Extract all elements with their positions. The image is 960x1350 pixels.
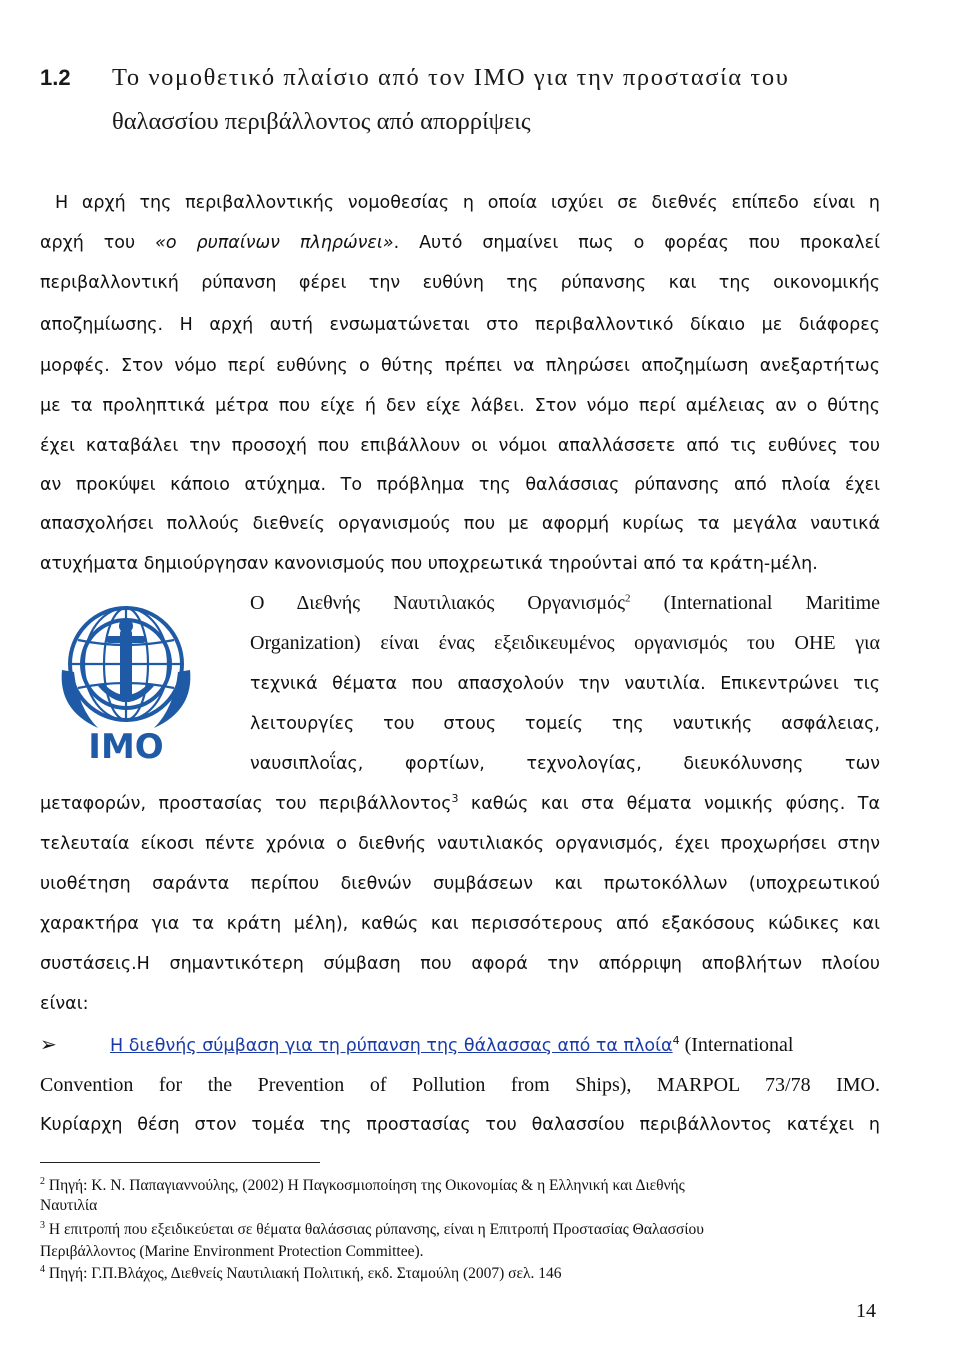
paragraph-1-line: απασχολήσει πολλούς διεθνείς οργανισμούς που με αφορμή κυρίως τα μεγάλα ναυτικά bbox=[40, 514, 880, 534]
paragraph-1-line: αρχή του «ο ρυπαίνων πληρώνει». Αυτό σημαίνει πως ο φορέας που προκαλεί bbox=[40, 233, 880, 253]
footnote-ref-2[interactable]: 2 bbox=[625, 592, 631, 605]
paragraph-1-line: έχει καταβάλει την προσοχή που επιβάλλουν οι νόμοι απαλλάσσετε από τις ευθύνες του bbox=[40, 436, 880, 456]
paragraph-1-line: μορφές. Στον νόμο περί ευθύνης ο θύτης πρέπει να πληρώσει αποζημίωση ανεξαρτήτως bbox=[40, 356, 880, 376]
paragraph-2-line: Organization) είναι ένας εξειδικευμένος οργανισμός του ΟΗΕ για bbox=[250, 632, 880, 654]
paragraph-1-line: αποζημίωσης. Η αρχή αυτή ενσωματώνεται στο περιβαλλοντικό δίκαιο με διάφορες bbox=[40, 315, 880, 335]
logo-text: IMO bbox=[88, 727, 164, 765]
paragraph-2-line: ναυσιπλοΐας, φορτίων, τεχνολογίας, διευκόλυνσης των bbox=[250, 754, 880, 774]
footnote-ref-3[interactable]: 3 bbox=[451, 792, 459, 806]
paragraph-2-line: λειτουργίες του στους τομείς της ναυτικής ασφάλειας, bbox=[250, 714, 880, 734]
marpol-link[interactable]: Η διεθνής σύμβαση για τη ρύπανση της θάλασσας από τα πλοία bbox=[110, 1036, 673, 1056]
section-number: 1.2 bbox=[40, 65, 71, 90]
section-title-line-1: Το νομοθετικό πλαίσιο από τον ΙΜΟ για την προστασία του bbox=[112, 64, 790, 91]
paragraph-2-line: τεχνικά θέματα που απασχολούν την ναυτιλία. Επικεντρώνει τις bbox=[250, 674, 880, 694]
paragraph-2-line: συστάσεις.Η σημαντικότερη σύμβαση που αφορά την απόρριψη αποβλήτων πλοίου bbox=[40, 954, 880, 974]
paragraph-1-line: Η αρχή της περιβαλλοντικής νομοθεσίας η οποία ισχύει σε διεθνές επίπεδο είναι η bbox=[55, 193, 880, 213]
footnote-ref-4[interactable]: 4 bbox=[672, 1034, 680, 1048]
page-number: 14 bbox=[856, 1300, 876, 1322]
paragraph-2-line: Ο Διεθνής Ναυτιλιακός Οργανισμός$^2$ (International Maritime bbox=[250, 592, 880, 614]
footnote-separator bbox=[40, 1162, 320, 1163]
footnote-3: $^3$ Η επιτροπή που εξειδικεύεται σε θέματα θαλάσσιας ρύπανσης, είναι η Επιτροπή Προστασίας Θαλασσίου bbox=[40, 1219, 704, 1238]
paragraph-1-line: ατυχήματα δημιούργησαν κανονισμούς που υποχρεωτικά τηρούντai από τα κράτη-μέλη. bbox=[40, 554, 818, 574]
paragraph-2-line: υιοθέτηση σαράντα περίπου διεθνών συμβάσεων και πρωτοκόλλων (υποχρεωτικού bbox=[40, 874, 880, 894]
imo-logo bbox=[58, 600, 194, 765]
footnote-2: $^2$ Πηγή: Κ. Ν. Παπαγιαννούλης, (2002) Η Παγκοσμιοποίηση της Οικονομίας & η Ελληνική και Διεθνής bbox=[40, 1175, 685, 1194]
paragraph-2-line: είναι: bbox=[40, 994, 89, 1014]
principle-quote: «ο ρυπαίνων πληρώνει» bbox=[155, 233, 394, 253]
arrow-bullet-icon: ➢ bbox=[40, 1032, 57, 1056]
paragraph-2-line: τελευταία είκοσι πέντε χρόνια ο διεθνής ναυτιλιακός οργανισμός, έχει προχωρήσει στην bbox=[40, 834, 880, 854]
paragraph-1-line: περιβαλλοντική ρύπανση φέρει την ευθύνη της ρύπανσης και της οικονομικής bbox=[40, 273, 880, 293]
footnote-3-cont: Περιβάλλοντος (Marine Environment Protection Committee). bbox=[40, 1243, 424, 1260]
bullet-line: Η διεθνής σύμβαση για τη ρύπανση της θάλασσας από τα πλοία$^4$ (International bbox=[110, 1034, 794, 1056]
paragraph-2-line: χαρακτήρα για τα κράτη μέλη), καθώς και περισσότερους από εξακόσους κώδικες και bbox=[40, 914, 880, 934]
footnote-2-cont: Ναυτιλία bbox=[40, 1197, 98, 1214]
paragraph-1-line: αν προκύψει κάποιο ατύχημα. Το πρόβλημα της θαλάσσιας ρύπανσης από πλοία έχει bbox=[40, 475, 880, 495]
paragraph-1-line: με τα προληπτικά μέτρα που είχε ή δεν είχε λάβει. Στον νόμο περί αμέλειας αν ο θύτης bbox=[40, 396, 880, 416]
bullet-line: Κυρίαρχη θέση στον τομέα της προστασίας του θαλασσίου περιβάλλοντος κατέχει η bbox=[40, 1115, 880, 1135]
paragraph-2-line: μεταφορών, προστασίας του περιβάλλοντος$^3$ καθώς και στα θέματα νομικής φύσης. Τα bbox=[40, 792, 880, 814]
footnote-4: $^4$ Πηγή: Γ.Π.Βλάχος, Διεθνείς Ναυτιλιακή Πολιτική, εκδ. Σταμούλη (2007) σελ. 146 bbox=[40, 1263, 562, 1282]
section-title-line-2: θαλασσίου περιβάλλοντος από απορρίψεις bbox=[112, 108, 531, 135]
bullet-line: Convention for the Prevention of Pollution from Ships), MARPOL 73/78 IMO. bbox=[40, 1074, 880, 1096]
